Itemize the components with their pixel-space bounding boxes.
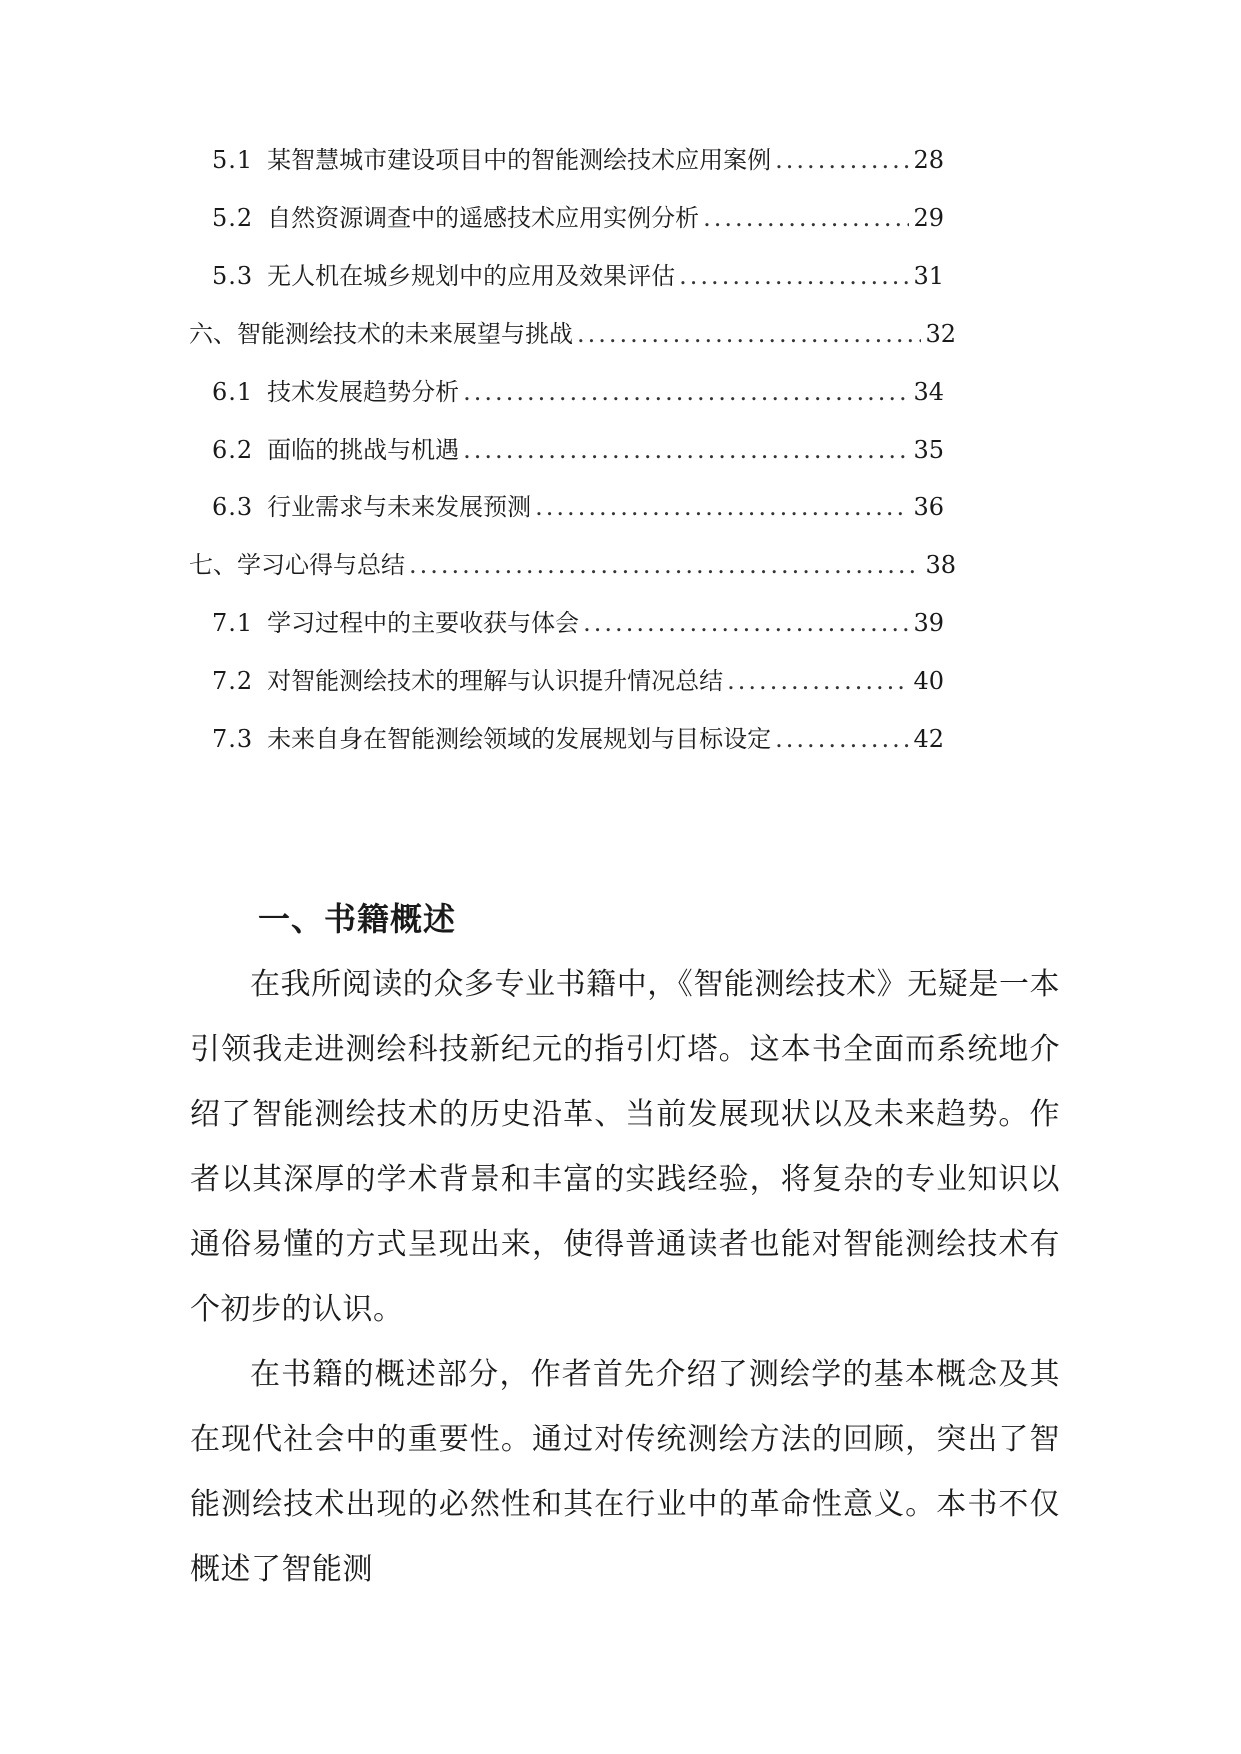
toc-entry-7-3[interactable] xyxy=(212,719,944,759)
toc-number: 6.2 xyxy=(212,436,254,464)
toc-page-number: 42 xyxy=(913,725,944,753)
toc-dot-leader xyxy=(775,140,909,180)
toc-page-number: 38 xyxy=(925,551,956,579)
toc-entry-6-1[interactable] xyxy=(212,372,944,412)
toc-dot-leader xyxy=(463,372,909,412)
toc-title: 学习过程中的主要收获与体会 xyxy=(267,609,580,637)
toc-number: 7.2 xyxy=(212,667,254,695)
toc-dot-leader xyxy=(679,256,909,296)
toc-page-number: 40 xyxy=(913,667,944,695)
toc-entry-7-1[interactable] xyxy=(212,603,944,643)
toc-title: 自然资源调查中的遥感技术应用实例分析 xyxy=(267,204,700,232)
toc-title: 未来自身在智能测绘领域的发展规划与目标设定 xyxy=(267,725,772,753)
toc-title: 技术发展趋势分析 xyxy=(267,378,460,406)
toc-number: 7.3 xyxy=(212,725,254,753)
toc-dot-leader xyxy=(775,719,909,759)
toc-title: 七、学习心得与总结 xyxy=(189,551,405,579)
toc-dot-leader xyxy=(583,603,909,643)
paragraph: 在书籍的概述部分，作者首先介绍了测绘学的基本概念及其在现代社会中的重要性。通过对传统测绘方法的回顾，突出了智能测绘技术出现的必然性和其在行业中的革命性意义。本书不仅概述了智能测 xyxy=(190,1357,1060,1587)
toc-number: 6.3 xyxy=(212,493,254,521)
toc-title: 某智慧城市建设项目中的智能测绘技术应用案例 xyxy=(267,146,772,174)
toc-page-number: 29 xyxy=(913,204,944,232)
toc-title: 六、智能测绘技术的未来展望与挑战 xyxy=(189,320,573,348)
toc-title: 面临的挑战与机遇 xyxy=(267,436,460,464)
toc-number: 5.2 xyxy=(212,204,254,232)
toc-entry-5-1[interactable] xyxy=(212,140,944,180)
toc-entry-6-3[interactable] xyxy=(212,487,944,527)
toc-number: 7.1 xyxy=(212,609,254,637)
toc-page-number: 34 xyxy=(913,378,944,406)
toc-page-number: 32 xyxy=(925,320,956,348)
toc-page-number: 39 xyxy=(913,609,944,637)
toc-dot-leader xyxy=(463,430,909,470)
toc-entry-7-2[interactable] xyxy=(212,661,944,701)
toc-dot-leader xyxy=(409,545,921,585)
toc-title: 行业需求与未来发展预测 xyxy=(267,493,532,521)
toc-page-number: 31 xyxy=(913,262,944,290)
toc-number: 5.3 xyxy=(212,262,254,290)
paragraph: 在我所阅读的众多专业书籍中，《智能测绘技术》无疑是一本引领我走进测绘科技新纪元的指引灯塔。这本书全面而系统地介绍了智能测绘技术的历史沿革、当前发展现状以及未来趋势。作者以其深厚的学术背景和丰富的实践经验，将复杂的专业知识以通俗易懂的方式呈现出来，使得普通读者也能对智能测绘技术有个初步的认识。 xyxy=(190,967,1060,1327)
section-body xyxy=(190,952,1060,1602)
toc-title: 无人机在城乡规划中的应用及效果评估 xyxy=(267,262,676,290)
toc-page-number: 36 xyxy=(913,493,944,521)
toc-dot-leader xyxy=(577,314,921,354)
toc-number: 6.1 xyxy=(212,378,254,406)
toc-dot-leader xyxy=(535,487,909,527)
toc-page-number: 28 xyxy=(913,146,944,174)
section-heading: 一、书籍概述 xyxy=(258,900,457,938)
toc-entry-5-3[interactable] xyxy=(212,256,944,296)
toc-title: 对智能测绘技术的理解与认识提升情况总结 xyxy=(267,667,724,695)
toc-entry-6-2[interactable] xyxy=(212,430,944,470)
toc-page-number: 35 xyxy=(913,436,944,464)
toc-dot-leader xyxy=(703,198,909,238)
toc-entry-chapter-6[interactable] xyxy=(189,314,956,354)
toc-number: 5.1 xyxy=(212,146,254,174)
toc-entry-chapter-7[interactable] xyxy=(189,545,956,585)
toc-entry-5-2[interactable] xyxy=(212,198,944,238)
toc-dot-leader xyxy=(727,661,909,701)
